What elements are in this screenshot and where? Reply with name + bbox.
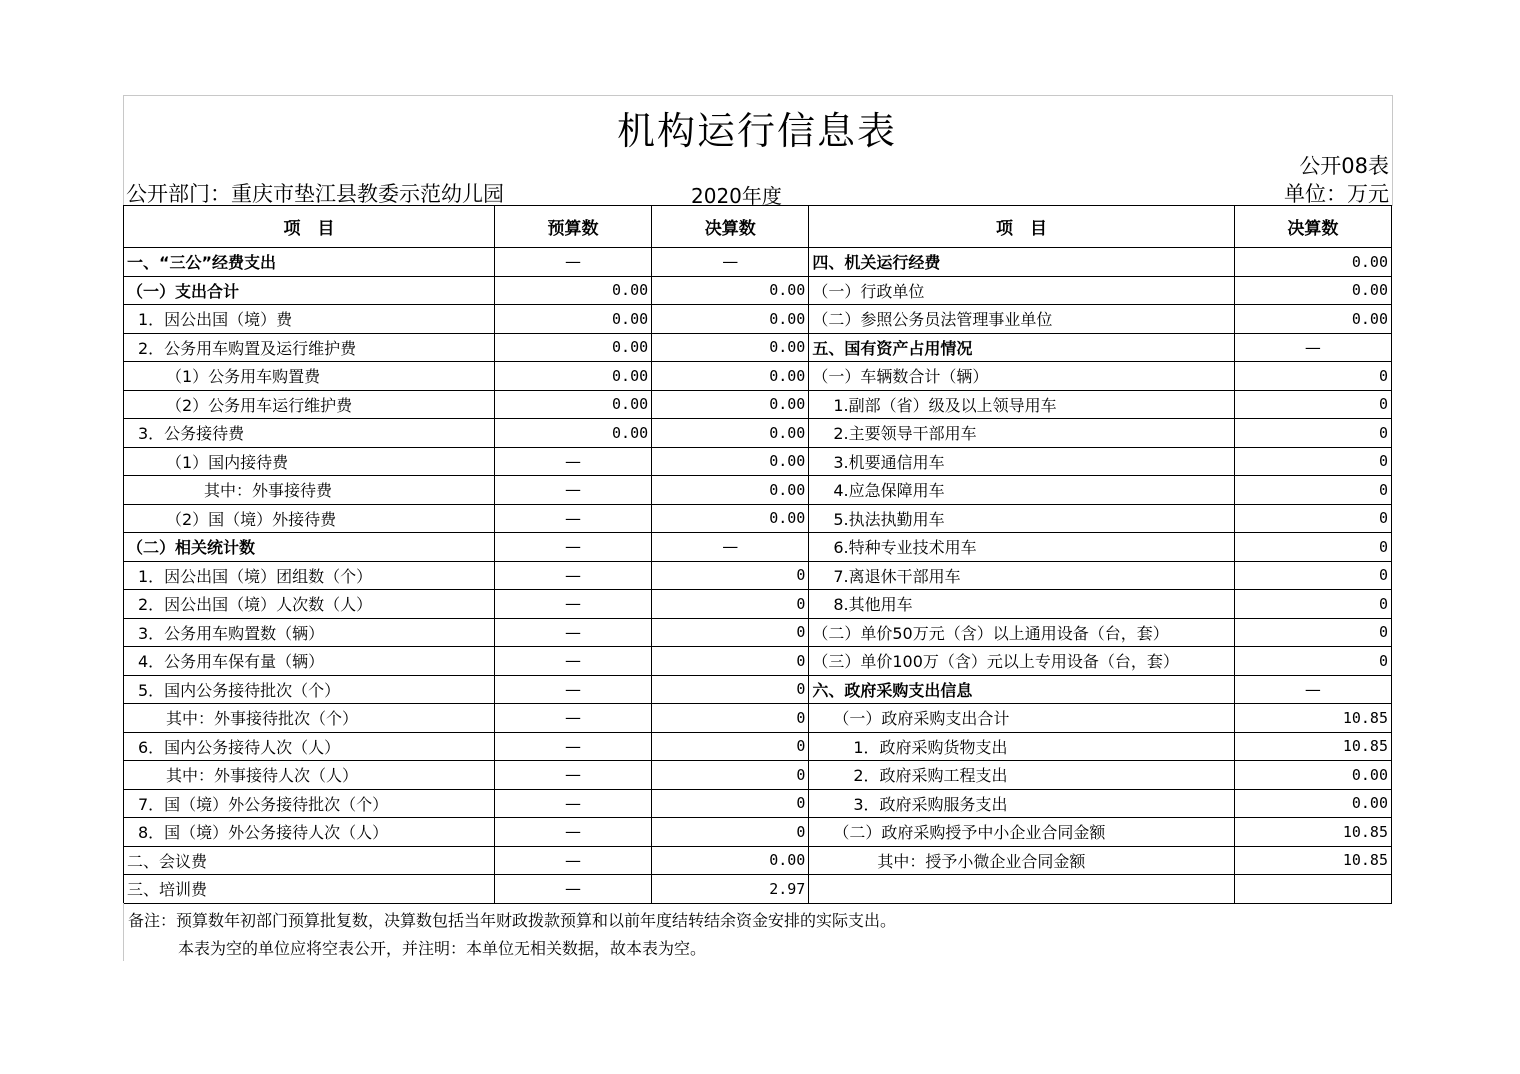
- year-label: 2020年度: [691, 184, 782, 208]
- table-row: [124, 447, 1392, 476]
- budget-cell: —: [494, 846, 651, 875]
- table-row: [124, 761, 1392, 790]
- header-item-left: 项 目: [124, 206, 495, 248]
- final-right-cell: —: [1234, 333, 1391, 362]
- final-left-cell: 0: [652, 590, 809, 619]
- final-right-cell: 0.00: [1234, 276, 1391, 305]
- budget-cell: 0.00: [494, 276, 651, 305]
- final-right-cell: 0.00: [1234, 305, 1391, 334]
- right-item-cell: 6.特种专业技术用车: [809, 533, 1234, 562]
- final-right-cell: 0: [1234, 647, 1391, 676]
- header-item-right: 项 目: [809, 206, 1234, 248]
- final-right-cell: 10.85: [1234, 846, 1391, 875]
- table-row: [124, 533, 1392, 562]
- budget-cell: —: [494, 590, 651, 619]
- right-item-cell: （二）参照公务员法管理事业单位: [809, 305, 1234, 334]
- note-border: [123, 903, 124, 961]
- budget-cell: —: [494, 761, 651, 790]
- table-row: [124, 305, 1392, 334]
- left-item-cell: （2）国（境）外接待费: [124, 504, 495, 533]
- final-left-cell: 0: [652, 818, 809, 847]
- left-item-cell: （1）公务用车购置费: [124, 362, 495, 391]
- table-row: [124, 504, 1392, 533]
- info-table: [123, 205, 1392, 904]
- right-item-cell: 2.主要领导干部用车: [809, 419, 1234, 448]
- table-row: [124, 276, 1392, 305]
- left-item-cell: 1．因公出国（境）团组数（个）: [124, 561, 495, 590]
- final-right-cell: —: [1234, 675, 1391, 704]
- right-item-cell: 1．政府采购货物支出: [809, 732, 1234, 761]
- final-right-cell: 0.00: [1234, 761, 1391, 790]
- budget-cell: —: [494, 875, 651, 904]
- left-item-cell: 8．国（境）外公务接待人次（人）: [124, 818, 495, 847]
- final-left-cell: —: [652, 533, 809, 562]
- table-row: [124, 561, 1392, 590]
- right-item-cell: 五、国有资产占用情况: [809, 333, 1234, 362]
- left-item-cell: （一）支出合计: [124, 276, 495, 305]
- final-left-cell: 0: [652, 732, 809, 761]
- final-left-cell: 0: [652, 761, 809, 790]
- left-item-cell: 其中：外事接待批次（个）: [124, 704, 495, 733]
- unit-label: 单位：万元: [1284, 182, 1389, 206]
- budget-cell: —: [494, 818, 651, 847]
- final-right-cell: 10.85: [1234, 704, 1391, 733]
- final-left-cell: 0.00: [652, 390, 809, 419]
- right-item-cell: 六、政府采购支出信息: [809, 675, 1234, 704]
- right-item-cell: （一）车辆数合计（辆）: [809, 362, 1234, 391]
- final-left-cell: 0.00: [652, 447, 809, 476]
- table-row: [124, 789, 1392, 818]
- final-left-cell: 0.00: [652, 419, 809, 448]
- right-item-cell: （一）政府采购支出合计: [809, 704, 1234, 733]
- right-item-cell: 8.其他用车: [809, 590, 1234, 619]
- table-code: 公开08表: [1299, 154, 1389, 178]
- left-item-cell: 其中：外事接待费: [124, 476, 495, 505]
- final-left-cell: 0.00: [652, 305, 809, 334]
- left-item-cell: 5．国内公务接待批次（个）: [124, 675, 495, 704]
- right-item-cell: （三）单价100万（含）元以上专用设备（台，套）: [809, 647, 1234, 676]
- left-item-cell: 2．因公出国（境）人次数（人）: [124, 590, 495, 619]
- final-left-cell: 0.00: [652, 362, 809, 391]
- table-row: [124, 846, 1392, 875]
- final-right-cell: 0: [1234, 390, 1391, 419]
- final-right-cell: 10.85: [1234, 732, 1391, 761]
- final-right-cell: 0: [1234, 533, 1391, 562]
- budget-cell: —: [494, 476, 651, 505]
- header-budget: 预算数: [494, 206, 651, 248]
- budget-cell: —: [494, 533, 651, 562]
- header-final-right: 决算数: [1234, 206, 1391, 248]
- right-item-cell: （二）政府采购授予中小企业合同金额: [809, 818, 1234, 847]
- final-right-cell: 0: [1234, 362, 1391, 391]
- table-row: [124, 647, 1392, 676]
- right-item-cell: 7.离退休干部用车: [809, 561, 1234, 590]
- table-row: [124, 476, 1392, 505]
- final-left-cell: —: [652, 248, 809, 277]
- right-item-cell: 四、机关运行经费: [809, 248, 1234, 277]
- final-right-cell: 0.00: [1234, 248, 1391, 277]
- budget-cell: —: [494, 248, 651, 277]
- final-left-cell: 0: [652, 675, 809, 704]
- budget-cell: 0.00: [494, 390, 651, 419]
- final-right-cell: 0: [1234, 618, 1391, 647]
- right-item-cell: 4.应急保障用车: [809, 476, 1234, 505]
- left-item-cell: （二）相关统计数: [124, 533, 495, 562]
- final-left-cell: 0: [652, 789, 809, 818]
- right-item-cell: 3.机要通信用车: [809, 447, 1234, 476]
- note-line-2: 本表为空的单位应将空表公开，并注明：本单位无相关数据，故本表为空。: [178, 939, 707, 958]
- budget-cell: 0.00: [494, 305, 651, 334]
- final-right-cell: 10.85: [1234, 818, 1391, 847]
- left-item-cell: 三、培训费: [124, 875, 495, 904]
- final-right-cell: 0: [1234, 590, 1391, 619]
- budget-cell: 0.00: [494, 333, 651, 362]
- right-item-cell: （一）行政单位: [809, 276, 1234, 305]
- left-item-cell: 一、“三公”经费支出: [124, 248, 495, 277]
- header-final-left: 决算数: [652, 206, 809, 248]
- budget-cell: —: [494, 618, 651, 647]
- final-left-cell: 2.97: [652, 875, 809, 904]
- budget-cell: —: [494, 647, 651, 676]
- final-right-cell: 0: [1234, 447, 1391, 476]
- final-right-cell: 0: [1234, 504, 1391, 533]
- budget-cell: —: [494, 561, 651, 590]
- left-item-cell: （1）国内接待费: [124, 447, 495, 476]
- final-left-cell: 0: [652, 618, 809, 647]
- final-right-cell: 0: [1234, 476, 1391, 505]
- left-item-cell: 3．公务用车购置数（辆）: [124, 618, 495, 647]
- final-left-cell: 0: [652, 704, 809, 733]
- final-left-cell: 0.00: [652, 504, 809, 533]
- table-row: [124, 675, 1392, 704]
- final-left-cell: 0.00: [652, 476, 809, 505]
- table-row: [124, 390, 1392, 419]
- right-item-cell: [809, 875, 1234, 904]
- final-left-cell: 0.00: [652, 276, 809, 305]
- right-item-cell: 5.执法执勤用车: [809, 504, 1234, 533]
- left-item-cell: 4．公务用车保有量（辆）: [124, 647, 495, 676]
- final-left-cell: 0: [652, 647, 809, 676]
- budget-cell: —: [494, 504, 651, 533]
- left-item-cell: 1．因公出国（境）费: [124, 305, 495, 334]
- left-item-cell: 2．公务用车购置及运行维护费: [124, 333, 495, 362]
- table-row: [124, 362, 1392, 391]
- budget-cell: —: [494, 789, 651, 818]
- table-row: [124, 618, 1392, 647]
- table-row: [124, 818, 1392, 847]
- right-item-cell: 2．政府采购工程支出: [809, 761, 1234, 790]
- final-right-cell: 0.00: [1234, 789, 1391, 818]
- left-item-cell: 二、会议费: [124, 846, 495, 875]
- final-right-cell: 0: [1234, 561, 1391, 590]
- budget-cell: —: [494, 704, 651, 733]
- final-left-cell: 0.00: [652, 846, 809, 875]
- final-left-cell: 0.00: [652, 333, 809, 362]
- right-item-cell: （二）单价50万元（含）以上通用设备（台，套）: [809, 618, 1234, 647]
- page-title: 机构运行信息表: [616, 109, 897, 153]
- left-item-cell: 其中：外事接待人次（人）: [124, 761, 495, 790]
- left-item-cell: 7．国（境）外公务接待批次（个）: [124, 789, 495, 818]
- final-right-cell: [1234, 875, 1391, 904]
- final-left-cell: 0: [652, 561, 809, 590]
- budget-cell: 0.00: [494, 362, 651, 391]
- department-label: 公开部门：重庆市垫江县教委示范幼儿园: [126, 182, 504, 206]
- left-item-cell: （2）公务用车运行维护费: [124, 390, 495, 419]
- note-line-1: 备注：预算数年初部门预算批复数，决算数包括当年财政拨款预算和以前年度结转结余资金安排的实际支出。: [128, 911, 897, 930]
- budget-cell: —: [494, 447, 651, 476]
- right-item-cell: 其中：授予小微企业合同金额: [809, 846, 1234, 875]
- left-item-cell: 6．国内公务接待人次（人）: [124, 732, 495, 761]
- table-row: [124, 875, 1392, 904]
- final-right-cell: 0: [1234, 419, 1391, 448]
- right-item-cell: 1.副部（省）级及以上领导用车: [809, 390, 1234, 419]
- budget-cell: 0.00: [494, 419, 651, 448]
- table-row: [124, 590, 1392, 619]
- left-item-cell: 3．公务接待费: [124, 419, 495, 448]
- table-row: [124, 248, 1392, 277]
- right-item-cell: 3．政府采购服务支出: [809, 789, 1234, 818]
- table-row: [124, 732, 1392, 761]
- table-row: [124, 333, 1392, 362]
- budget-cell: —: [494, 675, 651, 704]
- table-row: [124, 419, 1392, 448]
- table-header-row: [124, 206, 1392, 248]
- budget-cell: —: [494, 732, 651, 761]
- table-row: [124, 704, 1392, 733]
